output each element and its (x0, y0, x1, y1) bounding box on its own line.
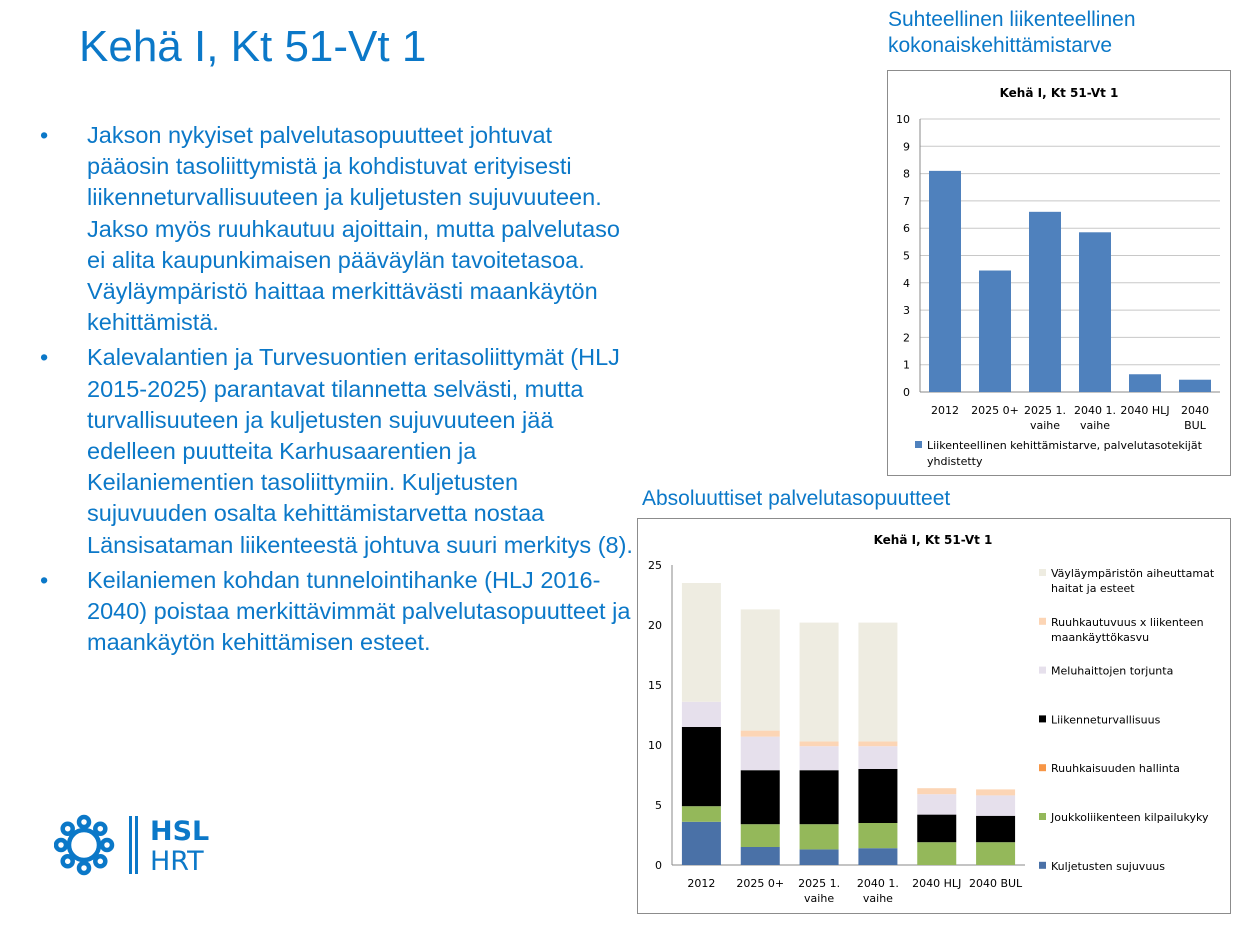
bar-segment (858, 623, 897, 742)
bar-segment (917, 815, 956, 843)
chart-1-heading-line: Suhteellinen liikenteellinen (888, 8, 1136, 31)
legend-label: maankäyttökasvu (1051, 630, 1150, 644)
bar-segment (976, 789, 1015, 795)
bar-segment (682, 806, 721, 822)
legend-swatch (1039, 862, 1046, 869)
legend-label: Liikenteellinen kehittämistarve, palvelutasotekijät (927, 439, 1202, 452)
x-tick-label: 2025 0+ (971, 404, 1019, 417)
bar-segment (741, 824, 780, 847)
bar-segment (858, 848, 897, 865)
bar-segment (917, 842, 956, 865)
logo-text-hsl: HSL (150, 816, 210, 847)
chart-2-heading-line: Absoluuttiset palvelutasopuutteet (642, 487, 951, 510)
x-tick-label: 2040 HLJ (1120, 404, 1170, 417)
y-tick-label: 10 (648, 739, 662, 752)
x-tick-label: 2040 (1181, 404, 1209, 417)
legend-label: Väyläympäristön aiheuttamat (1051, 567, 1215, 580)
bar-segment (858, 741, 897, 746)
y-tick-label: 9 (903, 140, 910, 154)
x-tick-label: 2040 1. (1074, 404, 1116, 417)
y-tick-label: 1 (903, 358, 910, 372)
bullet-text: Jakson nykyiset palvelutasopuutteet johtuvat pääosin tasoliittymistä ja kohdistuvat erityisesti liikenneturvallisuuteen ja kuljetusten sujuvuuteen. Jakso myös ruuhkautuu ajoittain, mutta palvelutaso ei alita kaupunkimaisen pääväylän tavoitetasoa. Väyläympäristö haittaa merkittävästi maankäytön kehittämistä. (87, 122, 620, 336)
x-tick-label: vaihe (804, 892, 835, 905)
x-tick-label: BUL (1184, 419, 1206, 432)
chart-title: Kehä I, Kt 51-Vt 1 (999, 86, 1119, 100)
bar-segment (800, 770, 839, 824)
x-tick-label: 2040 BUL (968, 877, 1023, 890)
y-tick-label: 2 (903, 331, 910, 345)
bullet-item (40, 120, 640, 338)
y-tick-label: 0 (903, 386, 910, 399)
bar-segment (800, 824, 839, 849)
page-title: Kehä I, Kt 51-Vt 1 (79, 22, 427, 71)
bar (979, 271, 1011, 392)
bar-segment (741, 737, 780, 771)
hsl-hrt-logo (54, 814, 219, 876)
x-tick-label: 2040 1. (856, 877, 899, 890)
bar-segment (741, 770, 780, 824)
legend-label: Ruuhkaisuuden hallinta (1051, 762, 1180, 776)
bullet-text: Kalevalantien ja Turvesuontien eritasoliittymät (HLJ 2015-2025) parantavat tilannetta selvästi, mutta turvallisuuteen ja kuljetusten sujuvuuteen jää edelleen puutteita Karhusaarentien ja Keilaniementien tasoliittymiin. Kuljetusten sujuvuuden osalta kehittämistarvetta nostaa Länsisataman liikenteestä johtuva suuri merkitys (8). (87, 344, 633, 558)
y-tick-label: 0 (655, 859, 662, 872)
legend-label: Ruuhkautuvuus x liikenteen (1051, 615, 1204, 629)
x-tick-label: 2012 (687, 877, 716, 890)
legend-swatch (1039, 667, 1046, 674)
y-tick-label: 5 (903, 249, 910, 263)
legend-label: Meluhaittojen torjunta (1051, 664, 1174, 678)
bar-segment (858, 769, 897, 823)
legend-swatch (1039, 569, 1046, 576)
x-tick-label: vaihe (1029, 419, 1061, 432)
y-tick-label: 25 (648, 559, 662, 572)
bar (1079, 232, 1111, 392)
legend-label: yhdistetty (927, 455, 983, 468)
bar-segment (800, 623, 839, 742)
bar (929, 171, 961, 392)
bullet-list (40, 120, 640, 662)
bullet-marker: • (40, 122, 49, 148)
y-tick-label: 7 (903, 194, 910, 208)
chart-2-heading (642, 486, 950, 512)
bar-segment (976, 842, 1015, 865)
bar-segment (858, 823, 897, 848)
bar (1029, 212, 1061, 392)
bar-segment (682, 727, 721, 806)
bar (1179, 380, 1211, 392)
legend-swatch (915, 441, 922, 448)
bar-segment (800, 741, 839, 746)
legend-swatch (1039, 813, 1046, 820)
y-tick-label: 15 (648, 679, 662, 692)
bar-segment (976, 816, 1015, 842)
y-tick-label: 10 (896, 113, 910, 126)
legend-label: Liikenneturvallisuus (1051, 713, 1161, 727)
bar-segment (800, 746, 839, 770)
y-tick-label: 3 (903, 304, 910, 318)
chart-title: Kehä I, Kt 51-Vt 1 (873, 533, 993, 547)
legend-swatch (1039, 618, 1046, 625)
hsl-emblem-icon (56, 817, 112, 873)
bar-segment (682, 583, 721, 702)
chart-1-frame (887, 70, 1231, 476)
bar-segment (682, 702, 721, 727)
chart-1-heading (888, 7, 1136, 59)
x-tick-label: 2025 1. (1024, 404, 1066, 417)
bullet-marker: • (40, 344, 49, 371)
y-tick-label: 5 (655, 799, 662, 812)
bar-segment (741, 609, 780, 730)
x-tick-label: 2012 (931, 404, 959, 417)
bullet-text: Keilaniemen kohdan tunnelointihanke (HLJ 2016-2040) poistaa merkittävimmät palvelutasopuutteet ja maankäytön kehittämisen esteet. (87, 566, 631, 656)
bar-segment (976, 795, 1015, 815)
y-tick-label: 6 (903, 222, 910, 236)
legend-label: Kuljetusten sujuvuus (1051, 859, 1165, 873)
x-tick-label: vaihe (1079, 419, 1111, 432)
bar-segment (858, 746, 897, 769)
y-tick-label: 8 (903, 167, 910, 181)
bullet-item (40, 342, 640, 560)
y-tick-label: 20 (648, 619, 662, 632)
bar-segment (800, 849, 839, 865)
x-tick-label: 2025 1. (798, 877, 841, 890)
bullet-item (40, 565, 640, 659)
bar-segment (682, 822, 721, 865)
chart-2-svg (638, 519, 1230, 913)
legend-label: Joukkoliikenteen kilpailukyky (1051, 811, 1209, 824)
x-tick-label: 2040 HLJ (912, 877, 962, 890)
bar-segment (741, 847, 780, 865)
y-tick-label: 4 (903, 276, 910, 290)
legend-swatch (1039, 764, 1046, 771)
x-tick-label: 2025 0+ (736, 877, 785, 890)
bar (1129, 374, 1161, 392)
bar-segment (741, 731, 780, 737)
chart-1-heading-line: kokonaiskehittämistarve (888, 34, 1113, 57)
bullet-marker: • (40, 566, 49, 593)
legend-swatch (1039, 715, 1046, 722)
legend-label: haitat ja esteet (1051, 582, 1135, 595)
chart-2-frame (637, 518, 1231, 914)
x-tick-label: vaihe (862, 892, 893, 905)
chart-1-svg (888, 71, 1230, 475)
logo-text-hrt: HRT (150, 846, 204, 876)
bar-segment (917, 788, 956, 794)
bar-segment (917, 794, 956, 814)
